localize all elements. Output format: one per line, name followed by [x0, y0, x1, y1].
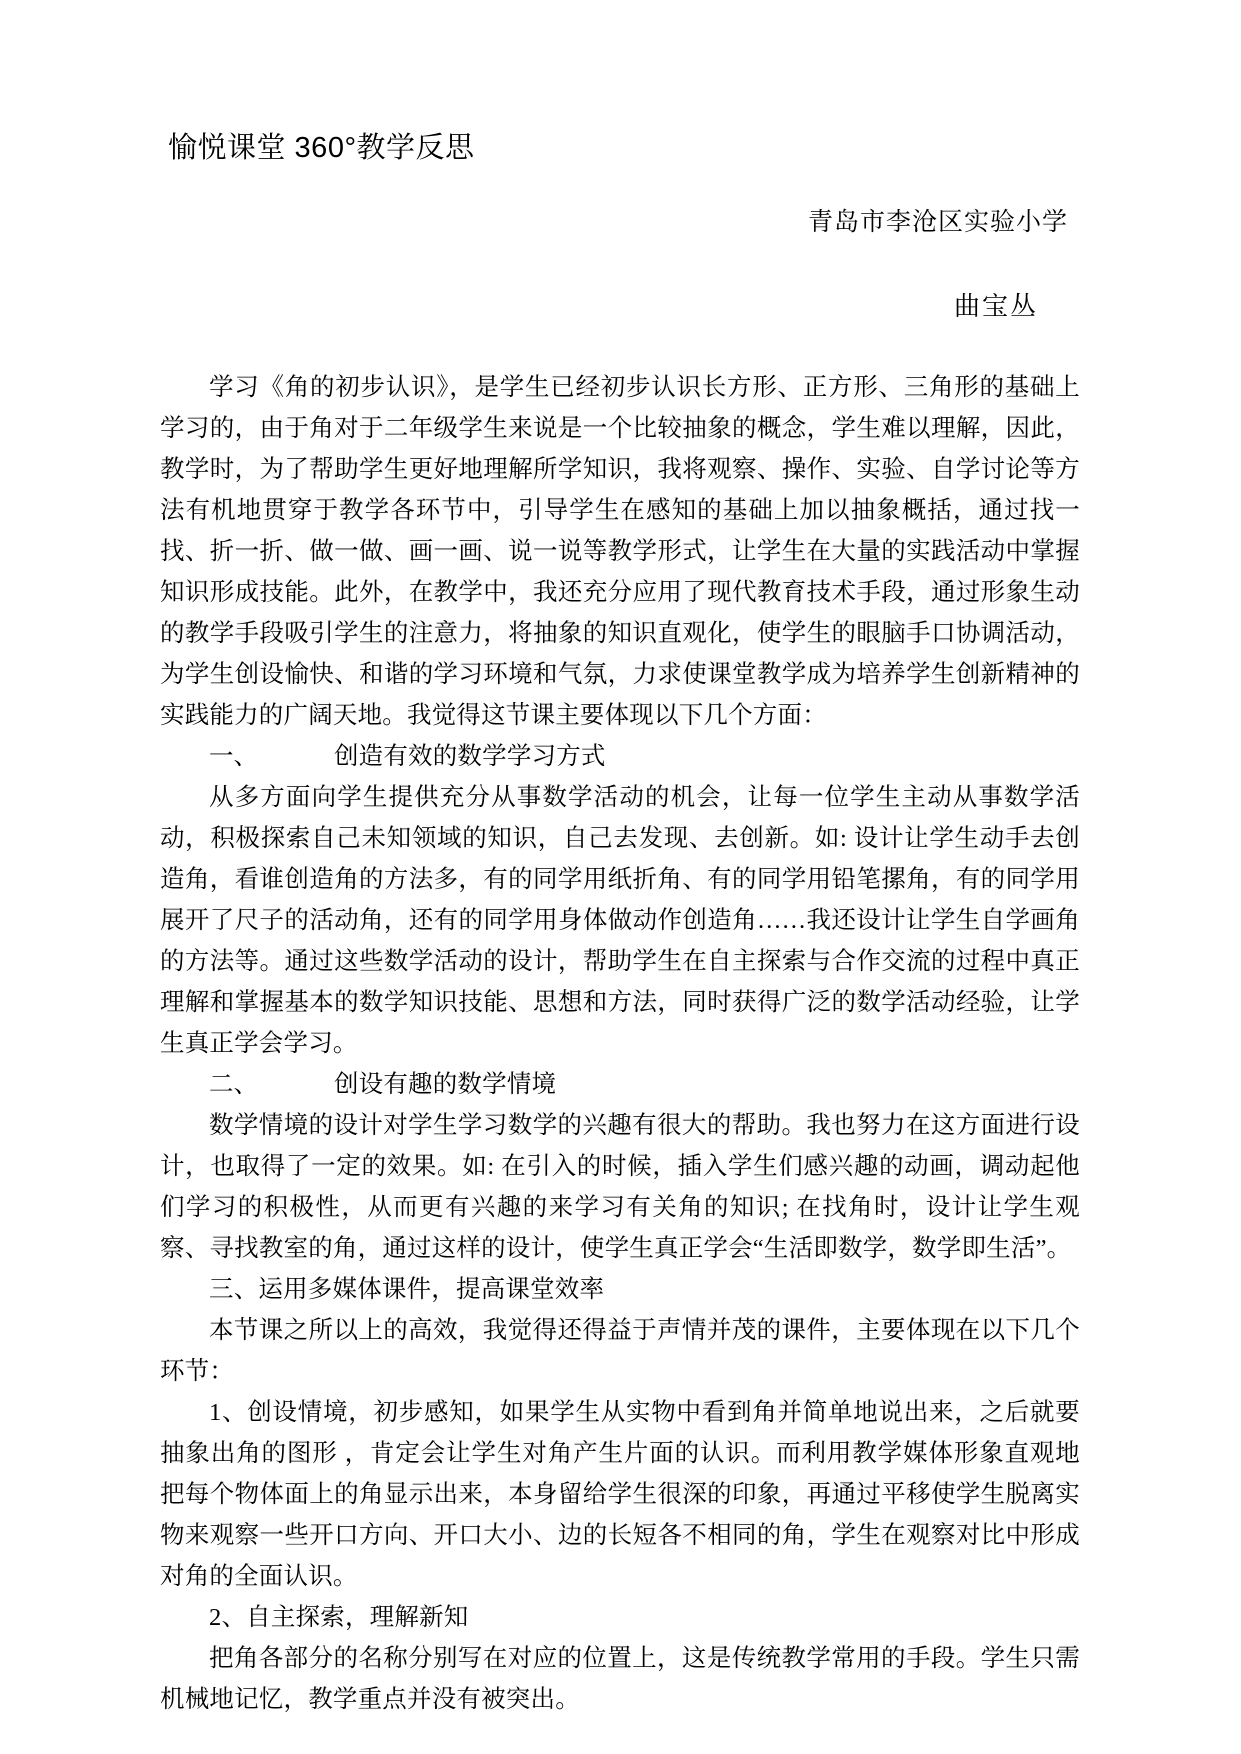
section-heading-one-label: 创造有效的数学学习方式 — [333, 742, 606, 770]
school-name: 青岛市李沧区实验小学 — [807, 208, 1068, 236]
paragraph-item-two-heading: 2、自主探索，理解新知 — [209, 1603, 469, 1631]
section-heading-three: 三、运用多媒体课件，提高课堂效率 — [209, 1275, 605, 1303]
article-text — [160, 367, 1080, 1720]
paragraph-section-one: 从多方面向学生提供充分从事数学活动的机会，让每一位学生主动从事数学活动，积极探索自己未知领域的知识，自己去发现、去创新。如: 设计让学生动手去创造角，看谁创造角的方法多，有的同学用纸折角、有的同学用铅笔摞角，有的同学用展开了尺子的活动角，还有的同学用身体做动作创造角……我还设计让学生自学画角的方法等。通过这些数学活动的设计，帮助学生在自主探索与合作交流的过程中真正理解和掌握基本的数学知识技能、思想和方法，同时获得广泛的数学活动经验，让学生真正学会学习。 — [160, 783, 1080, 1057]
section-heading-two — [160, 1064, 1080, 1105]
paragraph-item-one: 1、创设情境，初步感知，如果学生从实物中看到角并简单地说出来，之后就要抽象出角的图形 ，肯定会让学生对角产生片面的认识。而利用教学媒体形象直观地把每个物体面上的角显示出来，本身留给学生很深的印象，再通过平移使学生脱离实物来观察一些开口方向、开口大小、边的长短各不相同的角，学生在观察对比中形成对角的全面认识。 — [160, 1398, 1080, 1590]
section-heading-one — [160, 736, 1080, 777]
paragraph-intro: 学习《角的初步认识》，是学生已经初步认识长方形、正方形、三角形的基础上学习的，由于角对于二年级学生来说是一个比较抽象的概念，学生难以理解，因此，教学时，为了帮助学生更好地理解所学知识，我将观察、操作、实验、自学讨论等方法有机地贯穿于教学各环节中，引导学生在感知的基础上加以抽象概括，通过找一找、折一折、做一做、画一画、说一说等教学形式，让学生在大量的实践活动中掌握知识形成技能。此外，在教学中，我还充分应用了现代教育技术手段，通过形象生动的教学手段吸引学生的注意力，将抽象的知识直观化，使学生的眼脑手口协调活动，为学生创设愉快、和谐的学习环境和气氛，力求使课堂教学成为培养学生创新精神的实践能力的广阔天地。我觉得这节课主要体现以下几个方面： — [160, 373, 1080, 729]
page-title: 愉悦课堂 360°教学反思 — [168, 132, 475, 164]
paragraph-item-two-body: 把角各部分的名称分别写在对应的位置上，这是传统教学常用的手段。学生只需机械地记忆，教学重点并没有被突出。 — [160, 1644, 1080, 1713]
paragraph-section-three: 本节课之所以上的高效，我觉得还得益于声情并茂的课件，主要体现在以下几个环节： — [160, 1316, 1080, 1385]
section-heading-two-label: 创设有趣的数学情境 — [333, 1070, 557, 1098]
section-heading-one-number: 一、 — [209, 742, 258, 770]
document-body — [160, 130, 1080, 1720]
section-heading-two-number: 二、 — [209, 1070, 258, 1098]
author-name: 曲宝丛 — [953, 291, 1038, 321]
paragraph-section-two: 数学情境的设计对学生学习数学的兴趣有很大的帮助。我也努力在这方面进行设计，也取得了一定的效果。如: 在引入的时候，插入学生们感兴趣的动画，调动起他们学习的积极性，从而更有兴趣的来学习有关角的知识; 在找角时，设计让学生观察、寻找教室的角，通过这样的设计，使学生真正学会“生活即数学，数学即生活”。 — [160, 1111, 1080, 1262]
